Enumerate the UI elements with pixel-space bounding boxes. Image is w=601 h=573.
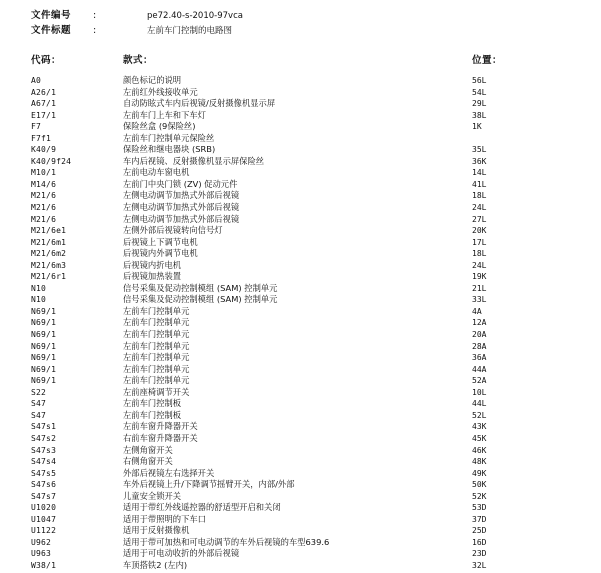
component-code: N10 xyxy=(31,283,47,293)
component-code: S47s3 xyxy=(31,445,57,455)
component-position: 16D xyxy=(472,537,487,547)
component-code: S47s6 xyxy=(31,480,57,490)
component-position: 19K xyxy=(472,272,487,282)
component-code: U1020 xyxy=(31,503,57,513)
component-code: M10/1 xyxy=(31,168,57,178)
component-description: 右前车窗升降器开关 xyxy=(123,432,198,443)
component-code: N69/1 xyxy=(31,376,57,386)
code-column-header: 代码： xyxy=(31,55,62,66)
component-code: F7f1 xyxy=(31,133,52,143)
table-row xyxy=(0,398,601,410)
table-row xyxy=(0,514,601,526)
table-row xyxy=(0,306,601,318)
table-row xyxy=(0,537,601,549)
table-row xyxy=(0,156,601,168)
component-code: S47s4 xyxy=(31,457,57,467)
component-description: 适用于可电动收折的外部后视镜 xyxy=(123,548,240,559)
component-code: S47 xyxy=(31,399,47,409)
component-description: 后视镜加热装置 xyxy=(123,271,182,282)
table-row xyxy=(0,202,601,214)
component-code: A67/1 xyxy=(31,99,57,109)
component-code: S47 xyxy=(31,410,47,420)
component-position: 38L xyxy=(472,110,487,120)
component-code: N10 xyxy=(31,295,47,305)
table-row xyxy=(0,237,601,249)
component-description: 右侧角窗开关 xyxy=(123,456,173,467)
table-row xyxy=(0,271,601,283)
component-position: 29L xyxy=(472,99,487,109)
table-row xyxy=(0,283,601,295)
component-code: U1122 xyxy=(31,526,57,536)
component-position: 36K xyxy=(472,156,487,166)
component-description: 适用于带红外线遥控器的舒适型开启和关闭 xyxy=(123,502,281,513)
component-position: 46K xyxy=(472,445,487,455)
component-code: M21/6r1 xyxy=(31,272,67,282)
component-position: 28A xyxy=(472,341,487,351)
component-description: 适用于反射摄像机 xyxy=(123,525,190,536)
component-description: 适用于带可加热和可电动调节的车外后视镜的车型639.6 xyxy=(123,536,330,547)
component-position: 27L xyxy=(472,214,487,224)
component-position: 52A xyxy=(472,376,487,386)
table-row xyxy=(0,456,601,468)
table-row xyxy=(0,375,601,387)
component-table xyxy=(0,75,601,572)
component-code: N69/1 xyxy=(31,330,57,340)
component-position: 33L xyxy=(472,295,487,305)
file-title-colon: : xyxy=(93,25,97,36)
component-description: 左前电动车窗电机 xyxy=(123,167,190,178)
component-description: 左前车门控制单元 xyxy=(123,375,190,386)
table-row xyxy=(0,248,601,260)
component-description: 左侧电动调节加热式外部后视镜 xyxy=(123,190,240,201)
component-description: 信号采集及促动控制模组 (SAM) 控制单元 xyxy=(123,282,278,293)
component-position: 37D xyxy=(472,514,487,524)
component-description: 左前车门上车和下车灯 xyxy=(123,109,206,120)
component-code: M21/6 xyxy=(31,191,57,201)
component-description: 左前红外线接收单元 xyxy=(123,86,198,97)
component-code: M21/6e1 xyxy=(31,226,67,236)
component-description: 左前车门控制单元 xyxy=(123,329,190,340)
table-row xyxy=(0,479,601,491)
component-code: M21/6m2 xyxy=(31,249,67,259)
component-code: M14/6 xyxy=(31,179,57,189)
table-row xyxy=(0,110,601,122)
component-description: 左前车门控制单元 xyxy=(123,352,190,363)
component-code: E17/1 xyxy=(31,110,57,120)
file-title-label: 文件标题 xyxy=(31,25,72,36)
component-position: 52L xyxy=(472,410,487,420)
component-description: 左前座椅调节开关 xyxy=(123,386,190,397)
component-position: 17L xyxy=(472,237,487,247)
component-position: 36A xyxy=(472,353,487,363)
component-position: 44A xyxy=(472,364,487,374)
component-code: S22 xyxy=(31,387,47,397)
table-row xyxy=(0,190,601,202)
component-code: W38/1 xyxy=(31,560,57,570)
table-row xyxy=(0,121,601,133)
component-code: S47s2 xyxy=(31,433,57,443)
component-code: S47s7 xyxy=(31,491,57,501)
component-code: M21/6 xyxy=(31,203,57,213)
component-position: 24L xyxy=(472,260,487,270)
component-code: N69/1 xyxy=(31,306,57,316)
file-number-value: pe72.40-s-2010-97vca xyxy=(147,11,243,21)
position-column-header: 位置： xyxy=(472,55,503,66)
component-code: M21/6m1 xyxy=(31,237,67,247)
component-position: 25D xyxy=(472,526,487,536)
file-title-value: 左前车门控制的电路图 xyxy=(147,26,233,36)
component-code: S47s1 xyxy=(31,422,57,432)
component-code: N69/1 xyxy=(31,318,57,328)
table-row xyxy=(0,87,601,99)
component-code: N69/1 xyxy=(31,364,57,374)
component-position: 10L xyxy=(472,387,487,397)
component-description: 左前车门控制单元保险丝 xyxy=(123,132,215,143)
component-description: 后视镜内外调节电机 xyxy=(123,248,198,259)
component-description: 左前车门控制单元 xyxy=(123,363,190,374)
table-row xyxy=(0,502,601,514)
component-position: 48K xyxy=(472,457,487,467)
component-description: 适用于带照明的下车口 xyxy=(123,513,206,524)
component-description: 左前车门控制单元 xyxy=(123,317,190,328)
component-position: 18L xyxy=(472,249,487,259)
component-description: 车外后视镜上升/下降调节摇臂开关，内部/外部 xyxy=(123,479,295,490)
table-row xyxy=(0,491,601,503)
table-row xyxy=(0,364,601,376)
component-position: 20K xyxy=(472,226,487,236)
table-row xyxy=(0,410,601,422)
table-row xyxy=(0,260,601,272)
component-position: 43K xyxy=(472,422,487,432)
component-position: 41L xyxy=(472,179,487,189)
component-description: 车内后视镜、反射摄像机显示屏保险丝 xyxy=(123,155,265,166)
component-position: 35L xyxy=(472,145,487,155)
table-row xyxy=(0,317,601,329)
table-row xyxy=(0,167,601,179)
component-description: 保险丝和继电器块 (SRB) xyxy=(123,144,216,155)
component-description: 左前车门控制板 xyxy=(123,409,182,420)
component-description: 左侧电动调节加热式外部后视镜 xyxy=(123,202,240,213)
component-position: 21L xyxy=(472,283,487,293)
component-position: 32L xyxy=(472,560,487,570)
component-description: 左侧外部后视镜转向信号灯 xyxy=(123,225,223,236)
component-position: 12A xyxy=(472,318,487,328)
table-row xyxy=(0,387,601,399)
component-code: M21/6 xyxy=(31,214,57,224)
component-code: N69/1 xyxy=(31,353,57,363)
component-position: 54L xyxy=(472,87,487,97)
component-position: 49K xyxy=(472,468,487,478)
component-description: 后视镜内折电机 xyxy=(123,259,182,270)
table-row xyxy=(0,560,601,572)
table-row xyxy=(0,468,601,480)
description-column-header: 款式： xyxy=(123,55,154,66)
table-row xyxy=(0,214,601,226)
table-row xyxy=(0,179,601,191)
component-code: U963 xyxy=(31,549,52,559)
component-code: K40/9f24 xyxy=(31,156,72,166)
component-code: N69/1 xyxy=(31,341,57,351)
component-position: 20A xyxy=(472,330,487,340)
component-position: 56L xyxy=(472,76,487,85)
table-row xyxy=(0,75,601,87)
component-description: 左侧电动调节加热式外部后视镜 xyxy=(123,213,240,224)
component-description: 左前门中央门锁 (ZV) 促动元件 xyxy=(123,178,238,189)
component-code: A0 xyxy=(31,76,42,85)
component-position: 24L xyxy=(472,203,487,213)
component-description: 左前车门控制单元 xyxy=(123,340,190,351)
component-position: 4A xyxy=(472,306,482,316)
component-description: 左前车门控制板 xyxy=(123,398,182,409)
table-row xyxy=(0,548,601,560)
component-description: 左前车窗升降器开关 xyxy=(123,421,198,432)
table-row xyxy=(0,98,601,110)
component-position: 1K xyxy=(472,122,482,132)
component-position: 50K xyxy=(472,480,487,490)
component-position: 52K xyxy=(472,491,487,501)
component-position: 44L xyxy=(472,399,487,409)
table-row xyxy=(0,144,601,156)
component-description: 左侧角窗开关 xyxy=(123,444,173,455)
table-row xyxy=(0,445,601,457)
table-row xyxy=(0,329,601,341)
component-position: 23D xyxy=(472,549,487,559)
component-code: U962 xyxy=(31,537,52,547)
file-number-colon: : xyxy=(93,10,97,21)
component-code: A26/1 xyxy=(31,87,57,97)
component-position: 18L xyxy=(472,191,487,201)
file-number-label: 文件编号 xyxy=(31,10,72,21)
component-description: 车顶搭铁2 (左内) xyxy=(123,559,188,570)
table-row xyxy=(0,133,601,145)
table-row xyxy=(0,421,601,433)
component-description: 信号采集及促动控制模组 (SAM) 控制单元 xyxy=(123,294,278,305)
component-description: 自动防眩式车内后视镜/反射摄像机显示屏 xyxy=(123,98,276,109)
component-description: 后视镜上下调节电机 xyxy=(123,236,198,247)
table-row xyxy=(0,352,601,364)
component-code: S47s5 xyxy=(31,468,57,478)
component-code: K40/9 xyxy=(31,145,57,155)
table-row xyxy=(0,433,601,445)
component-position: 53D xyxy=(472,503,487,513)
component-position: 45K xyxy=(472,433,487,443)
component-description: 左前车门控制单元 xyxy=(123,305,190,316)
table-row xyxy=(0,525,601,537)
component-description: 颜色标记的说明 xyxy=(123,75,182,85)
table-row xyxy=(0,225,601,237)
table-row xyxy=(0,294,601,306)
component-description: 保险丝盒 (9保险丝) xyxy=(123,121,196,132)
component-code: F7 xyxy=(31,122,42,132)
component-code: U1047 xyxy=(31,514,57,524)
component-description: 外部后视镜左右选择开关 xyxy=(123,467,215,478)
component-position: 14L xyxy=(472,168,487,178)
component-code: M21/6m3 xyxy=(31,260,67,270)
table-row xyxy=(0,341,601,353)
component-description: 儿童安全锁开关 xyxy=(123,490,182,501)
